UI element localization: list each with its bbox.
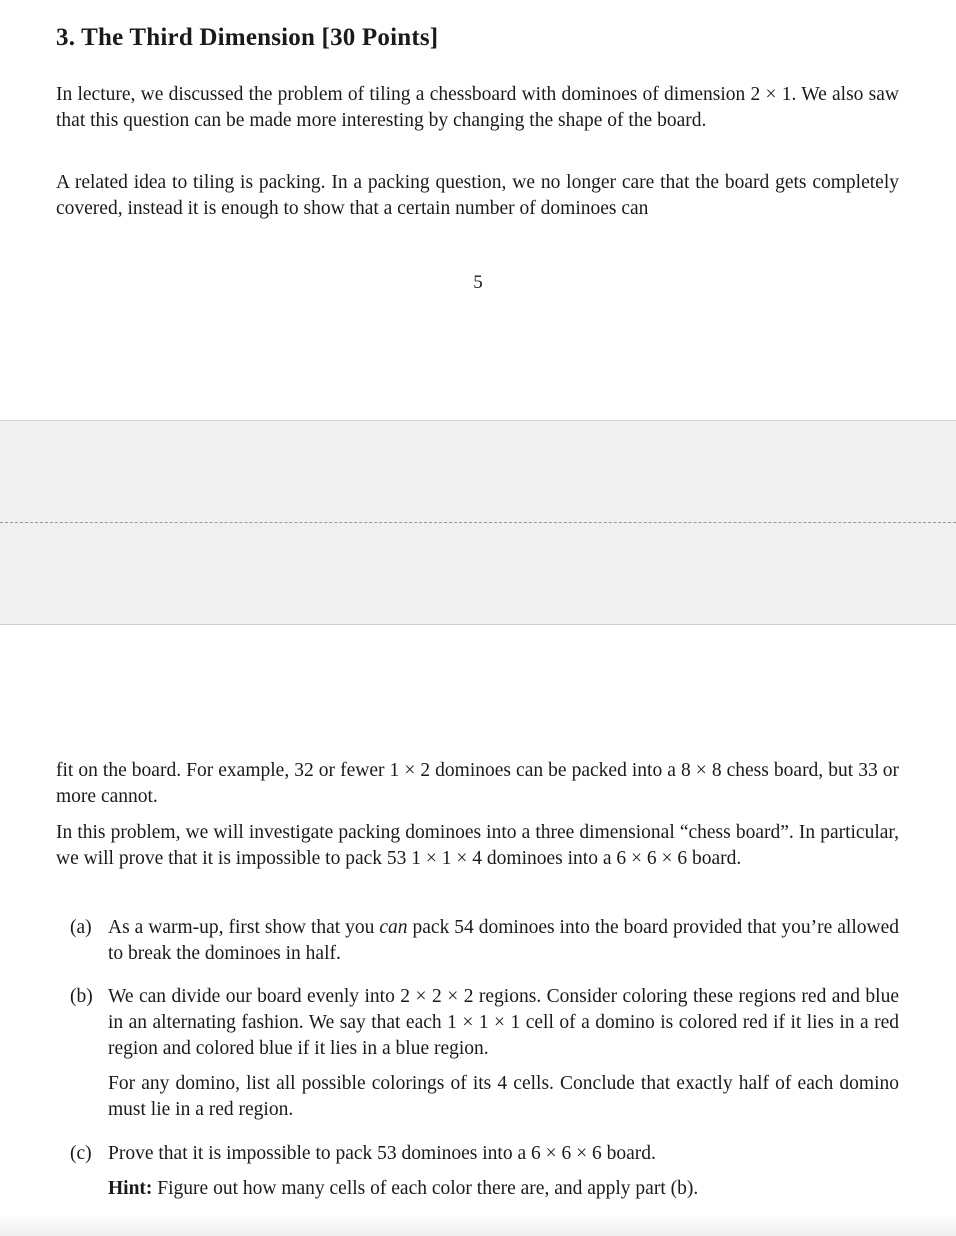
- page-number: 5: [473, 272, 483, 293]
- part-a-body: [108, 915, 899, 967]
- part-a-label: (a): [70, 917, 92, 938]
- page-break-dashed-line: [0, 522, 956, 523]
- intro-paragraph-1: In lecture, we discussed the problem of tiling a chessboard with dominoes of dimension 2 × 1. We also saw that this question can be made more interesting by changing the shape of the board.: [56, 84, 899, 131]
- part-b: [70, 984, 899, 1123]
- bottom-fade: [0, 1214, 956, 1236]
- part-c-paragraph-1: Prove that it is impossible to pack 53 dominoes into a 6 × 6 × 6 board.: [108, 1143, 656, 1164]
- emphasis-can: can: [379, 917, 408, 938]
- part-b-paragraph-2: For any domino, list all possible colorings of its 4 cells. Conclude that exactly half of each domino must lie in a red region.: [108, 1073, 899, 1120]
- continued-paragraph-1: fit on the board. For example, 32 or fewer 1 × 2 dominoes can be packed into a 8 × 8 chess board, but 33 or more cannot.: [56, 760, 899, 807]
- part-c: [70, 1141, 899, 1202]
- page-gap: [0, 420, 956, 625]
- problem-title: 3. The Third Dimension [30 Points]: [56, 24, 439, 51]
- hint-text: Figure out how many cells of each color there are, and apply part (b).: [152, 1178, 699, 1199]
- part-b-paragraph-1: We can divide our board evenly into 2 × 2 × 2 regions. Consider coloring these regions red and blue in an alternating fashion. We say that each 1 × 1 × 1 cell of a domino is colored red if it lies in a red region and colored blue if it lies in a blue region.: [108, 986, 899, 1059]
- part-c-body: [108, 1141, 899, 1202]
- part-a-text: As a warm-up, first show that you can pack 54 dominoes into the board provided that you’re allowed to break the dominoes in half.: [108, 917, 900, 964]
- part-c-label: (c): [70, 1143, 92, 1164]
- part-b-label: (b): [70, 986, 93, 1007]
- intro-paragraph-2: A related idea to tiling is packing. In a packing question, we no longer care that the board gets completely covered, instead it is enough to show that a certain number of dominoes can: [56, 172, 899, 219]
- part-c-hint: [108, 1176, 899, 1202]
- part-b-body: [108, 984, 899, 1123]
- continued-paragraph-2: In this problem, we will investigate packing dominoes into a three dimensional “chess board”. In particular, we will prove that it is impossible to pack 53 1 × 1 × 4 dominoes into a 6 × 6 × 6 board.: [56, 822, 899, 869]
- hint-label: Hint:: [108, 1178, 153, 1199]
- part-a: [70, 915, 899, 967]
